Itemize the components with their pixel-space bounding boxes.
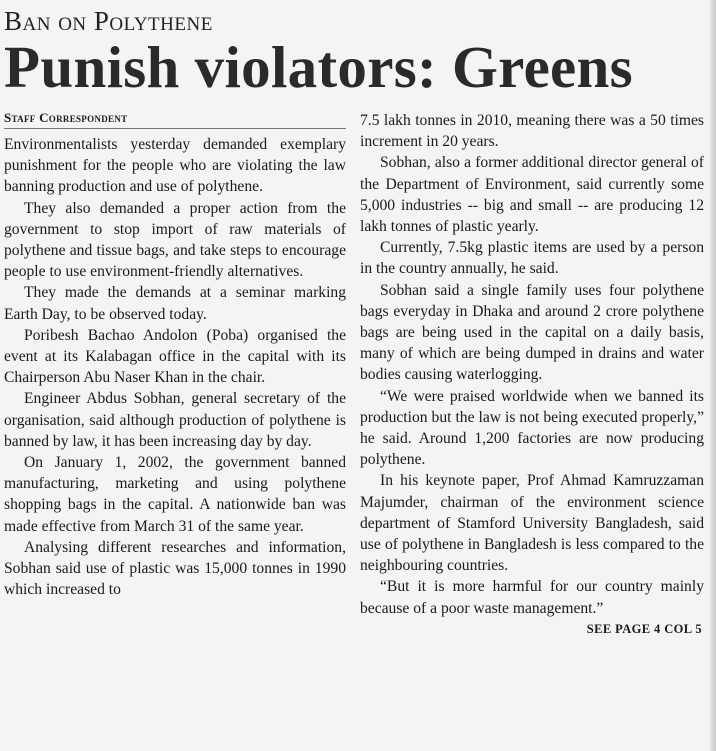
paragraph: In his keynote paper, Prof Ahmad Kamruzzaman Majumder, chairman of the environment science department of Stamford University Bangladesh, said use of polythene in Bangladesh is less compared to the neighbouring countries. — [360, 472, 704, 575]
column-left — [4, 110, 346, 637]
paragraph: They made the demands at a seminar marking Earth Day, to be observed today. — [4, 284, 346, 323]
paragraph: They also demanded a proper action from the government to stop import of raw materials of polythene and tissue bags, and take steps to encourage people to use environment-friendly alternatives. — [4, 199, 346, 281]
column-right — [360, 110, 704, 637]
paragraph: On January 1, 2002, the government banned manufacturing, marketing and using polythene shopping bags in the capital. A nationwide ban was made effective from March 31 of the same year. — [4, 454, 346, 535]
paragraph: “But it is more harmful for our country mainly because of a poor waste management.” — [360, 578, 704, 617]
byline: Staff Correspondent — [4, 110, 346, 129]
paragraph: Sobhan said a single family uses four polythene bags everyday in Dhaka and around 2 crore polythene bags are being used in the capital on a daily basis, many of which are being dumped in drains and water bodies causing waterlogging. — [360, 281, 704, 384]
paragraph: Sobhan, also a former additional director general of the Department of Environment, said currently some 5,000 industries -- big and small -- are producing 12 lakh tonnes of plastic yearly. — [360, 154, 704, 236]
paragraph: Currently, 7.5kg plastic items are used by a person in the country annually, he said. — [360, 239, 704, 278]
scan-edge — [710, 0, 716, 751]
paragraph: Analysing different researches and information, Sobhan said use of plastic was 15,000 tonnes in 1990 which increased to — [4, 538, 346, 599]
paragraph: Environmentalists yesterday demanded exemplary punishment for the people who are violating the law banning production and use of polythene. — [4, 136, 346, 196]
continued-on-line: SEE PAGE 4 COL 5 — [586, 621, 702, 636]
paragraph: Engineer Abdus Sobhan, general secretary of the organisation, said although production of polythene is banned by law, it has been increasing day by day. — [4, 390, 346, 450]
headline: Punish violators: Greens — [4, 34, 633, 100]
paragraph-continued: 7.5 lakh tonnes in 2010, meaning there was a 50 times increment in 20 years. — [360, 112, 704, 151]
article-body — [4, 110, 704, 637]
paragraph: “We were praised worldwide when we banned its production but the law is not being executed properly,” he said. Around 1,200 factories are now producing polythene. — [360, 387, 704, 469]
kicker: Ban on Polythene — [4, 6, 213, 36]
paragraph: Poribesh Bachao Andolon (Poba) organised the event at its Kalabagan office in the capital with its Chairperson Abu Naser Khan in the chair. — [4, 326, 346, 387]
